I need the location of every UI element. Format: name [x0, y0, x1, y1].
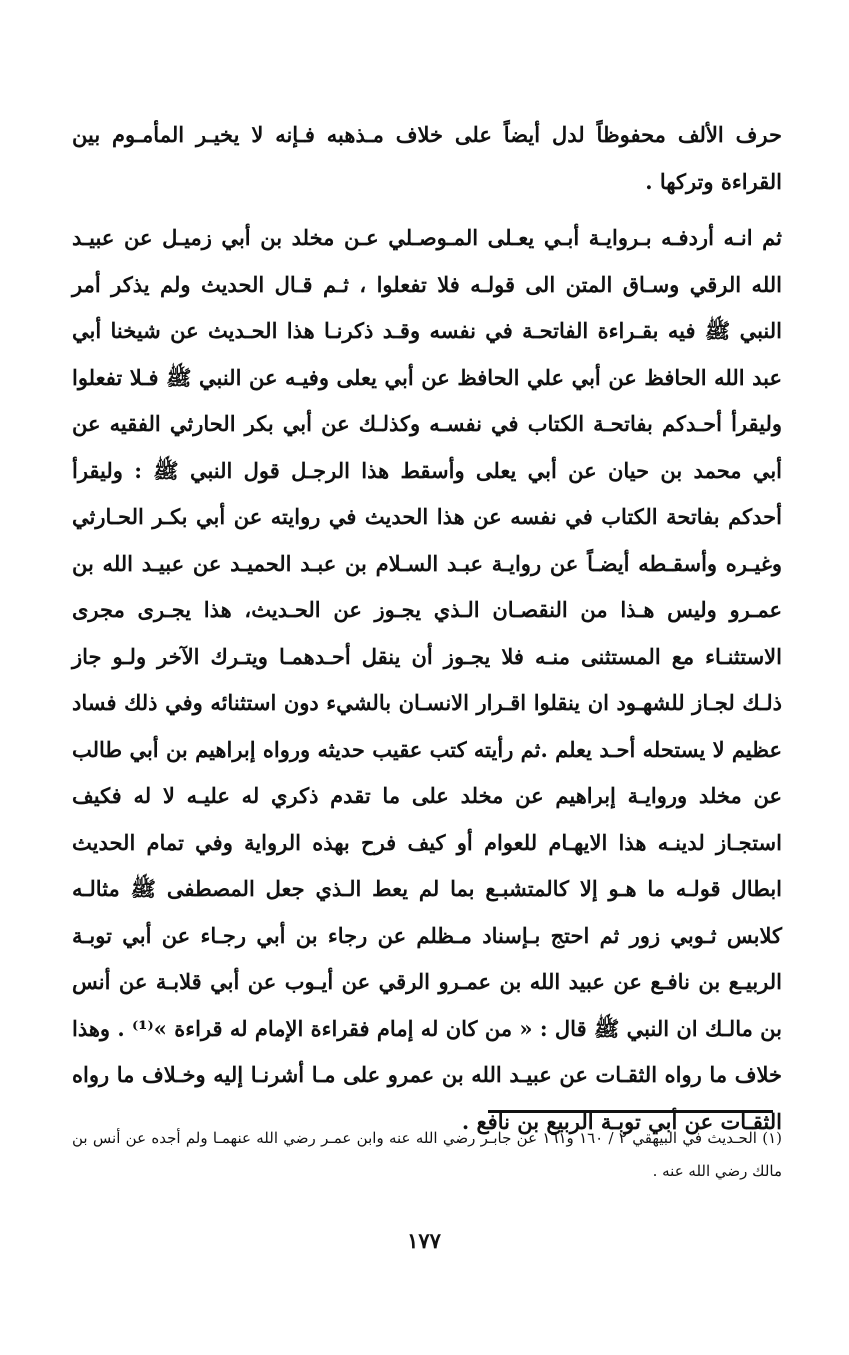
paragraph-1: حرف الألف محفوظاً لدل أيضاً على خلاف مـذهبه فـإنه لا يخيـر المأمـوم بين القراءة وتركها .: [72, 122, 782, 194]
paragraph-2: ثم انـه أردفـه بـروايـة أبـي يعـلى المـوصـلي عـن مخلد بن أبي زميـل عن عبيـد الله الرقي وسـاق المتن الى قولـه فلا تفعلوا ، ثـم قـال الحديث ولم يذكر أمر النبي ﷺ فيه بقـراءة الفاتحـة في نفسه وقـد ذكرنـا هذا الحـديث عن شيخنا أبي عبد الله الحافظ عن أبي علي الحافظ عن أبي يعلى وفيـه عن النبي ﷺ فـلا تفعلوا وليقرأ أحـدكم بفاتحـة الكتاب في نفسـه وكذلـك عن أبي بكر الحارثي الفقيه عن أبي محمد بن حيان عن أبي يعلى وأسقط هذا الرجـل قول النبي ﷺ : وليقرأ أحدكم بفاتحة الكتاب في نفسه عن هذا الحديث في روايته عن أبي بكـر الحـارثي وغيـره وأسقـطه أيضـاً عن روايـة عبـد السـلام بن عبـد الحميـد عن عبيـد الله بن عمـرو وليس هـذا من النقصـان الـذي يجـوز عن الحـديث، هذا يجـرى مجرى الاستثنـاء مع المستثنى منـه فلا يجـوز أن ينقل أحـدهمـا ويتـرك الآخر ولـو جاز ذلـك لجـاز للشهـود ان ينقلوا اقـرار الانسـان بالشيء دون استثنائه وفي ذلك فساد عظيم لا يستحله أحـد يعلم .ثم رأيته كتب عقيب حديثه ورواه إبراهيم بن أبي طالب عن مخلد وروايـة إبراهيم عن مخلد على ما تقدم ذكري له عليـه لا له فكيف استجـاز لدينـه هذا الايهـام للعوام أو كيف فرح بهذه الرواية وفي تمام الحديث ابطال قولـه ما هـو إلا كالمتشبـع بما لم يعط الـذي جعل المصطفى ﷺ مثالـه كلابس ثـوبي زور ثم احتج بـإسناد مـظلم عن رجاء بن أبي رجـاء عن أبي توبـة الربيـع بن نافـع عن عبيد الله بن عمـرو الرقي عن أيـوب عن أبي قلابـة عن أنس بن مالـك ان النبي ﷺ قال : « من كان له إمام فقراءة الإمام له قراءة »⁽¹⁾ . وهذا خلاف ما رواه الثقـات عن عبيـد الله بن عمرو على مـا أشرنـا إليه وخـلاف ما رواه الثقـات عن أبي توبـة الربيع بن نافع .: [72, 225, 783, 1134]
footnote: [72, 1122, 782, 1188]
footnote-text: (١) الحـديث في البيهقي ٢ / ١٦٠ و١٦١ عن جابـر رضي الله عنه وابن عمـر رضي الله عنهمـا ولم أجده عن أنس بن مالك رضي الله عنه .: [72, 1129, 783, 1180]
main-text: [72, 112, 782, 1145]
footnote-divider: [488, 1110, 773, 1113]
page-number: ١٧٧: [407, 1228, 441, 1253]
